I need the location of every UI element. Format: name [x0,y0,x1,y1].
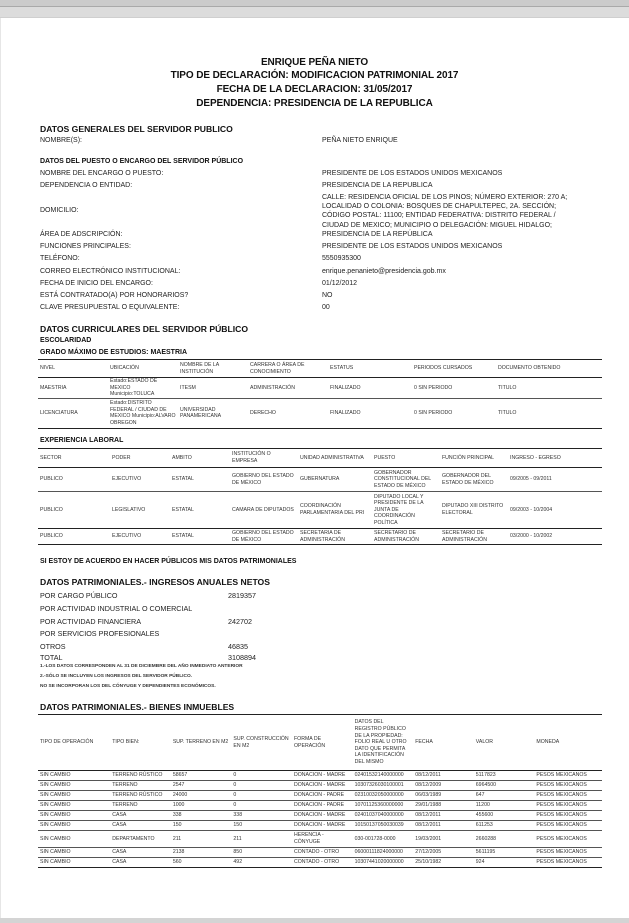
cell: SIN CAMBIO [38,831,110,848]
cell: CASA [110,858,171,868]
cell: 10701125360000000 [353,801,414,811]
col-header: SUP. CONSTRUCCIÓN EN M2 [231,715,292,771]
cell: PESOS MEXICANOS [534,848,602,858]
cell: 2547 [171,781,232,791]
cell: SIN CAMBIO [38,771,110,781]
cell: SIN CAMBIO [38,821,110,831]
section-title-curriculares: DATOS CURRICULARES DEL SERVIDOR PÚBLICO [40,324,249,334]
cell: MAESTRIA [38,378,108,399]
cell: PESOS MEXICANOS [534,791,602,801]
col-header: NIVEL [38,360,108,378]
section-title-ingresos: DATOS PATRIMONIALES.- INGRESOS ANUALES NETOS [40,577,270,587]
cell: PESOS MEXICANOS [534,811,602,821]
footnote: 1.-LOS DATOS CORRESPONDEN AL 31 DE DICIEMBRE DEL AÑO INMEDIATO ANTERIOR [40,664,243,669]
field-value: 5550935300 [322,255,361,262]
cell: 150 [231,821,292,831]
cell: 08/12/2011 [413,821,474,831]
cell: 27/12/2005 [413,848,474,858]
cell: 0 [231,801,292,811]
col-header: FUNCIÓN PRINCIPAL [440,449,508,468]
cell: LEGISLATIVO [110,492,170,529]
cell: 10307326030100001 [353,781,414,791]
cell: HERENCIA - CÓNYUGE [292,831,353,848]
col-header: FECHA [413,715,474,771]
declaration-type: TIPO DE DECLARACIÓN: MODIFICACION PATRIMONIAL 2017 [170,70,459,81]
footnote: NO SE INCORPORAN LOS DEL CÓNYUGE Y DEPENDIENTES ECONÓMICOS. [40,684,216,689]
cell: SIN CAMBIO [38,858,110,868]
cell: 10150137050030039 [353,821,414,831]
col-header: UNIDAD ADMINISTRATIVA [298,449,372,468]
table-row [38,858,602,868]
cell: 06000111824000000 [353,848,414,858]
cell: 0 [231,781,292,791]
table-row [38,848,602,858]
income-total-value: 3108894 [228,653,256,662]
cell: UNIVERSIDAD PANAMERICANA [178,398,248,428]
cell: 0 SIN PERIODO [412,378,496,399]
cell: GOBIERNO DEL ESTADO DE MÉXICO [230,529,298,545]
domicilio-value: CALLE: RESIDENCIA OFICIAL DE LOS PINOS; NÚMERO EXTERIOR: 270 A; LOCALIDAD O COLONIA: BOSQUES DE CHAPULTEPEC, 2A. SECCIÓN; CÓDIGO POSTAL: 11100; ENTIDAD FEDERATIVA: DISTRITO FEDERAL / CIUDAD DE MEXICO; MUNICIPIO O DELEGACIÓN: MIGUEL HIDALGO; [322,194,568,229]
field-value: NO [322,292,333,299]
cell: LICENCIATURA [38,398,108,428]
cell: 19/03/2001 [413,831,474,848]
cell: 338 [171,811,232,821]
cell: PESOS MEXICANOS [534,858,602,868]
table-row [38,468,602,492]
declaration-date: FECHA DE LA DECLARACION: 31/05/2017 [216,84,413,95]
cell: PESOS MEXICANOS [534,801,602,811]
cell: 030-001728-0000 [353,831,414,848]
cell: FINALIZADO [328,378,412,399]
viewer-toolbar [0,7,629,18]
section-title-datos-generales: DATOS GENERALES DEL SERVIDOR PUBLICO [40,124,233,134]
income-label: POR ACTIVIDAD FINANCIERA [40,617,142,626]
cell: PESOS MEXICANOS [534,781,602,791]
cell: Estado:DISTRITO FEDERAL / CIUDAD DE MEXICO Municipio:ALVARO OBREGON [108,398,178,428]
cell: SIN CAMBIO [38,811,110,821]
cell: TITULO [496,378,602,399]
viewer-toolbar-top [0,0,629,7]
cell: 850 [231,848,292,858]
cell: TERRENO RÚSTICO [110,791,171,801]
cell: 29/01/1988 [413,801,474,811]
cell: ADMINISTRACIÓN [248,378,328,399]
table-row [38,398,602,428]
cell: PUBLICO [38,492,110,529]
cell: 02310032050000000 [353,791,414,801]
cell: 09/2003 - 10/2004 [508,492,602,529]
cell: SECRETARIO DE ADMINISTRACIÓN [440,529,508,545]
section-title-inmuebles: DATOS PATRIMONIALES.- BIENES INMUEBLES [40,702,235,712]
section-title-puesto: DATOS DEL PUESTO O ENCARGO DEL SERVIDOR PÚBLICO [40,158,244,165]
cell: 06/03/1989 [413,791,474,801]
cell: PESOS MEXICANOS [534,831,602,848]
escolaridad-table [38,359,602,429]
field-label: ESTÁ CONTRATADO(A) POR HONORARIOS? [40,292,189,299]
cell: PESOS MEXICANOS [534,821,602,831]
col-header: PERIODOS CURSADOS [412,360,496,378]
col-header: AMBITO [170,449,230,468]
cell: 58657 [171,771,232,781]
field-label: DEPENDENCIA O ENTIDAD: [40,182,133,189]
col-header: FORMA DE OPERACIÓN [292,715,353,771]
table-row [38,821,602,831]
cell: TERRENO [110,801,171,811]
col-header: MONEDA [534,715,602,771]
escolaridad-title: ESCOLARIDAD [40,337,92,344]
income-label: OTROS [40,642,66,651]
col-header: ESTATUS [328,360,412,378]
cell: 6964500 [474,781,535,791]
experiencia-title: EXPERIENCIA LABORAL [40,437,124,444]
cell: COORDINACIÓN PARLAMENTARIA DEL PRI [298,492,372,529]
income-value: 242702 [228,617,252,626]
col-header: NOMBRE DE LA INSTITUCIÓN [178,360,248,378]
cell: 0 [231,771,292,781]
cell: TERRENO [110,781,171,791]
cell: 611253 [474,821,535,831]
field-value: PRESIDENTE DE LOS ESTADOS UNIDOS MEXICANOS [322,170,503,177]
cell: 492 [231,858,292,868]
cell: 08/12/2011 [413,811,474,821]
field-label: FECHA DE INICIO DEL ENCARGO: [40,280,153,287]
cell: SIN CAMBIO [38,781,110,791]
cell: 455600 [474,811,535,821]
cell: EJECUTIVO [110,468,170,492]
nombre-label: NOMBRE(S): [40,137,82,144]
income-label: POR ACTIVIDAD INDUSTRIAL O COMERCIAL [40,604,193,613]
cell: TERRENO RÚSTICO [110,771,171,781]
cell: 338 [231,811,292,821]
table-row [38,791,602,801]
declaration-agency: DEPENDENCIA: PRESIDENCIA DE LA REPUBLICA [196,98,433,109]
cell: GOBERNADOR CONSTITUCIONAL DEL ESTADO DE MÉXICO [372,468,440,492]
cell: 03/2000 - 10/2002 [508,529,602,545]
cell: DONACION - MADRE [292,771,353,781]
table-header-row [38,360,602,378]
email-link[interactable]: enrique.penanieto@presidencia.gob.mx [322,268,446,275]
col-header: CARRERA O ÁREA DE CONOCIMIENTO [248,360,328,378]
col-header: VALOR [474,715,535,771]
cell: EJECUTIVO [110,529,170,545]
cell: 924 [474,858,535,868]
cell: ESTATAL [170,468,230,492]
grado-maximo: GRADO MÁXIMO DE ESTUDIOS: MAESTRIA [40,349,188,356]
income-value: 2819357 [228,591,256,600]
cell: 211 [171,831,232,848]
cell: PUBLICO [38,529,110,545]
cell: CASA [110,811,171,821]
col-header: DOCUMENTO OBTENIDO [496,360,602,378]
cell: 560 [171,858,232,868]
field-label: TELÉFONO: [40,255,80,262]
cell: SIN CAMBIO [38,848,110,858]
table-row [38,378,602,399]
cell: SIN CAMBIO [38,791,110,801]
cell: 11200 [474,801,535,811]
income-total-label: TOTAL [40,653,63,662]
cell: 211 [231,831,292,848]
declarant-name: ENRIQUE PEÑA NIETO [260,57,369,68]
cell: 10307441020000000 [353,858,414,868]
col-header: INSTITUCIÓN O EMPRESA [230,449,298,468]
field-value: PRESIDENCIA DE LA REPÚBLICA [322,231,433,238]
cell: CASA [110,848,171,858]
field-label: ÁREA DE ADSCRIPCIÓN: [40,231,123,238]
page-edge [0,18,1,918]
cell: DONACION - PADRE [292,791,353,801]
viewer-bottom-bar [0,918,629,923]
cell: CONTADO - OTRO [292,858,353,868]
cell: 2138 [171,848,232,858]
cell: 02401532140000000 [353,771,414,781]
cell: DERECHO [248,398,328,428]
cell: DIPUTADO XIII DISTRITO ELECTORAL [440,492,508,529]
cell: 25/10/1982 [413,858,474,868]
col-header: TIPO BIEN: [110,715,171,771]
cell: DONACION - PADRE [292,801,353,811]
table-row [38,781,602,791]
field-value: PRESIDENTE DE LOS ESTADOS UNIDOS MEXICANOS [322,243,503,250]
table-header-row [38,715,602,771]
cell: GUBERNATURA [298,468,372,492]
cell: ESTATAL [170,492,230,529]
col-header: TIPO DE OPERACIÓN [38,715,110,771]
cell: CONTADO - OTRO [292,848,353,858]
income-label: POR CARGO PÚBLICO [40,591,118,600]
cell: DONACION - MADRE [292,821,353,831]
field-label: NOMBRE DEL ENCARGO O PUESTO: [40,170,164,177]
cell: 24000 [171,791,232,801]
cell: CAMARA DE DIPUTADOS [230,492,298,529]
cell: DIPUTADO LOCAL Y PRESIDENTE DE LA JUNTA DE COORDINACIÓN POLÍTICA [372,492,440,529]
inmuebles-table [38,714,602,868]
cell: SECRETARIO DE ADMINISTRACIÓN [372,529,440,545]
col-header: DATOS DEL REGISTRO PÚBLICO DE LA PROPIEDAD: FOLIO REAL U OTRO DATO QUE PERMITA LA IDENTIFICACIÓN DEL MISMO [353,715,414,771]
cell: GOBERNADOR DEL ESTADO DE MÉXICO [440,468,508,492]
field-label: CORREO ELECTRÓNICO INSTITUCIONAL: [40,268,181,275]
cell: GOBIERNO DEL ESTADO DE MÉXICO [230,468,298,492]
income-label: POR SERVICIOS PROFESIONALES [40,629,160,638]
cell: 647 [474,791,535,801]
cell: ESTATAL [170,529,230,545]
col-header: SUP. TERRENO EN M2 [171,715,232,771]
table-row [38,492,602,529]
income-value: 46835 [228,642,248,651]
table-row [38,529,602,545]
cell: 5117823 [474,771,535,781]
cell: Estado:ESTADO DE MEXICO Municipio:TOLUCA [108,378,178,399]
table-row [38,811,602,821]
field-value: 01/12/2012 [322,280,358,287]
cell: 02401037040000000 [353,811,414,821]
cell: 09/2005 - 09/2011 [508,468,602,492]
col-header: UBICACIÓN [108,360,178,378]
cell: 1000 [171,801,232,811]
footnote: 2.-SÓLO SE INCLUYEN LOS INGRESOS DEL SERVIDOR PÚBLICO. [40,674,193,679]
cell: 5611195 [474,848,535,858]
col-header: PODER [110,449,170,468]
cell: CASA [110,821,171,831]
cell: DONACION - MADRE [292,781,353,791]
cell: 150 [171,821,232,831]
table-row [38,771,602,781]
cell: FINALIZADO [328,398,412,428]
col-header: PUESTO [372,449,440,468]
cell: 08/12/2011 [413,771,474,781]
field-value: 00 [322,304,330,311]
table-row [38,801,602,811]
field-value: PRESIDENCIA DE LA REPUBLICA [322,182,433,189]
acuerdo-statement: SI ESTOY DE ACUERDO EN HACER PÚBLICOS MIS DATOS PATRIMONIALES [40,558,297,565]
cell: PESOS MEXICANOS [534,771,602,781]
table-header-row [38,449,602,468]
cell: TITULO [496,398,602,428]
cell: 0 [231,791,292,801]
field-label: FUNCIONES PRINCIPALES: [40,243,131,250]
experiencia-table [38,448,602,545]
cell: 0 SIN PERIODO [412,398,496,428]
cell: SIN CAMBIO [38,801,110,811]
field-label: DOMICILIO: [40,207,79,214]
field-label: CLAVE PRESUPUESTAL O EQUIVALENTE: [40,304,180,311]
cell: ITESM [178,378,248,399]
col-header: SECTOR [38,449,110,468]
cell: PUBLICO [38,468,110,492]
cell: 2660288 [474,831,535,848]
col-header: INGRESO - EGRESO [508,449,602,468]
cell: SECRETARIA DE ADMINISTRACIÓN [298,529,372,545]
cell: 08/12/2009 [413,781,474,791]
cell: DONACION - MADRE [292,811,353,821]
table-row [38,831,602,848]
nombre-value: PEÑA NIETO ENRIQUE [322,137,398,144]
cell: DEPARTAMENTO [110,831,171,848]
